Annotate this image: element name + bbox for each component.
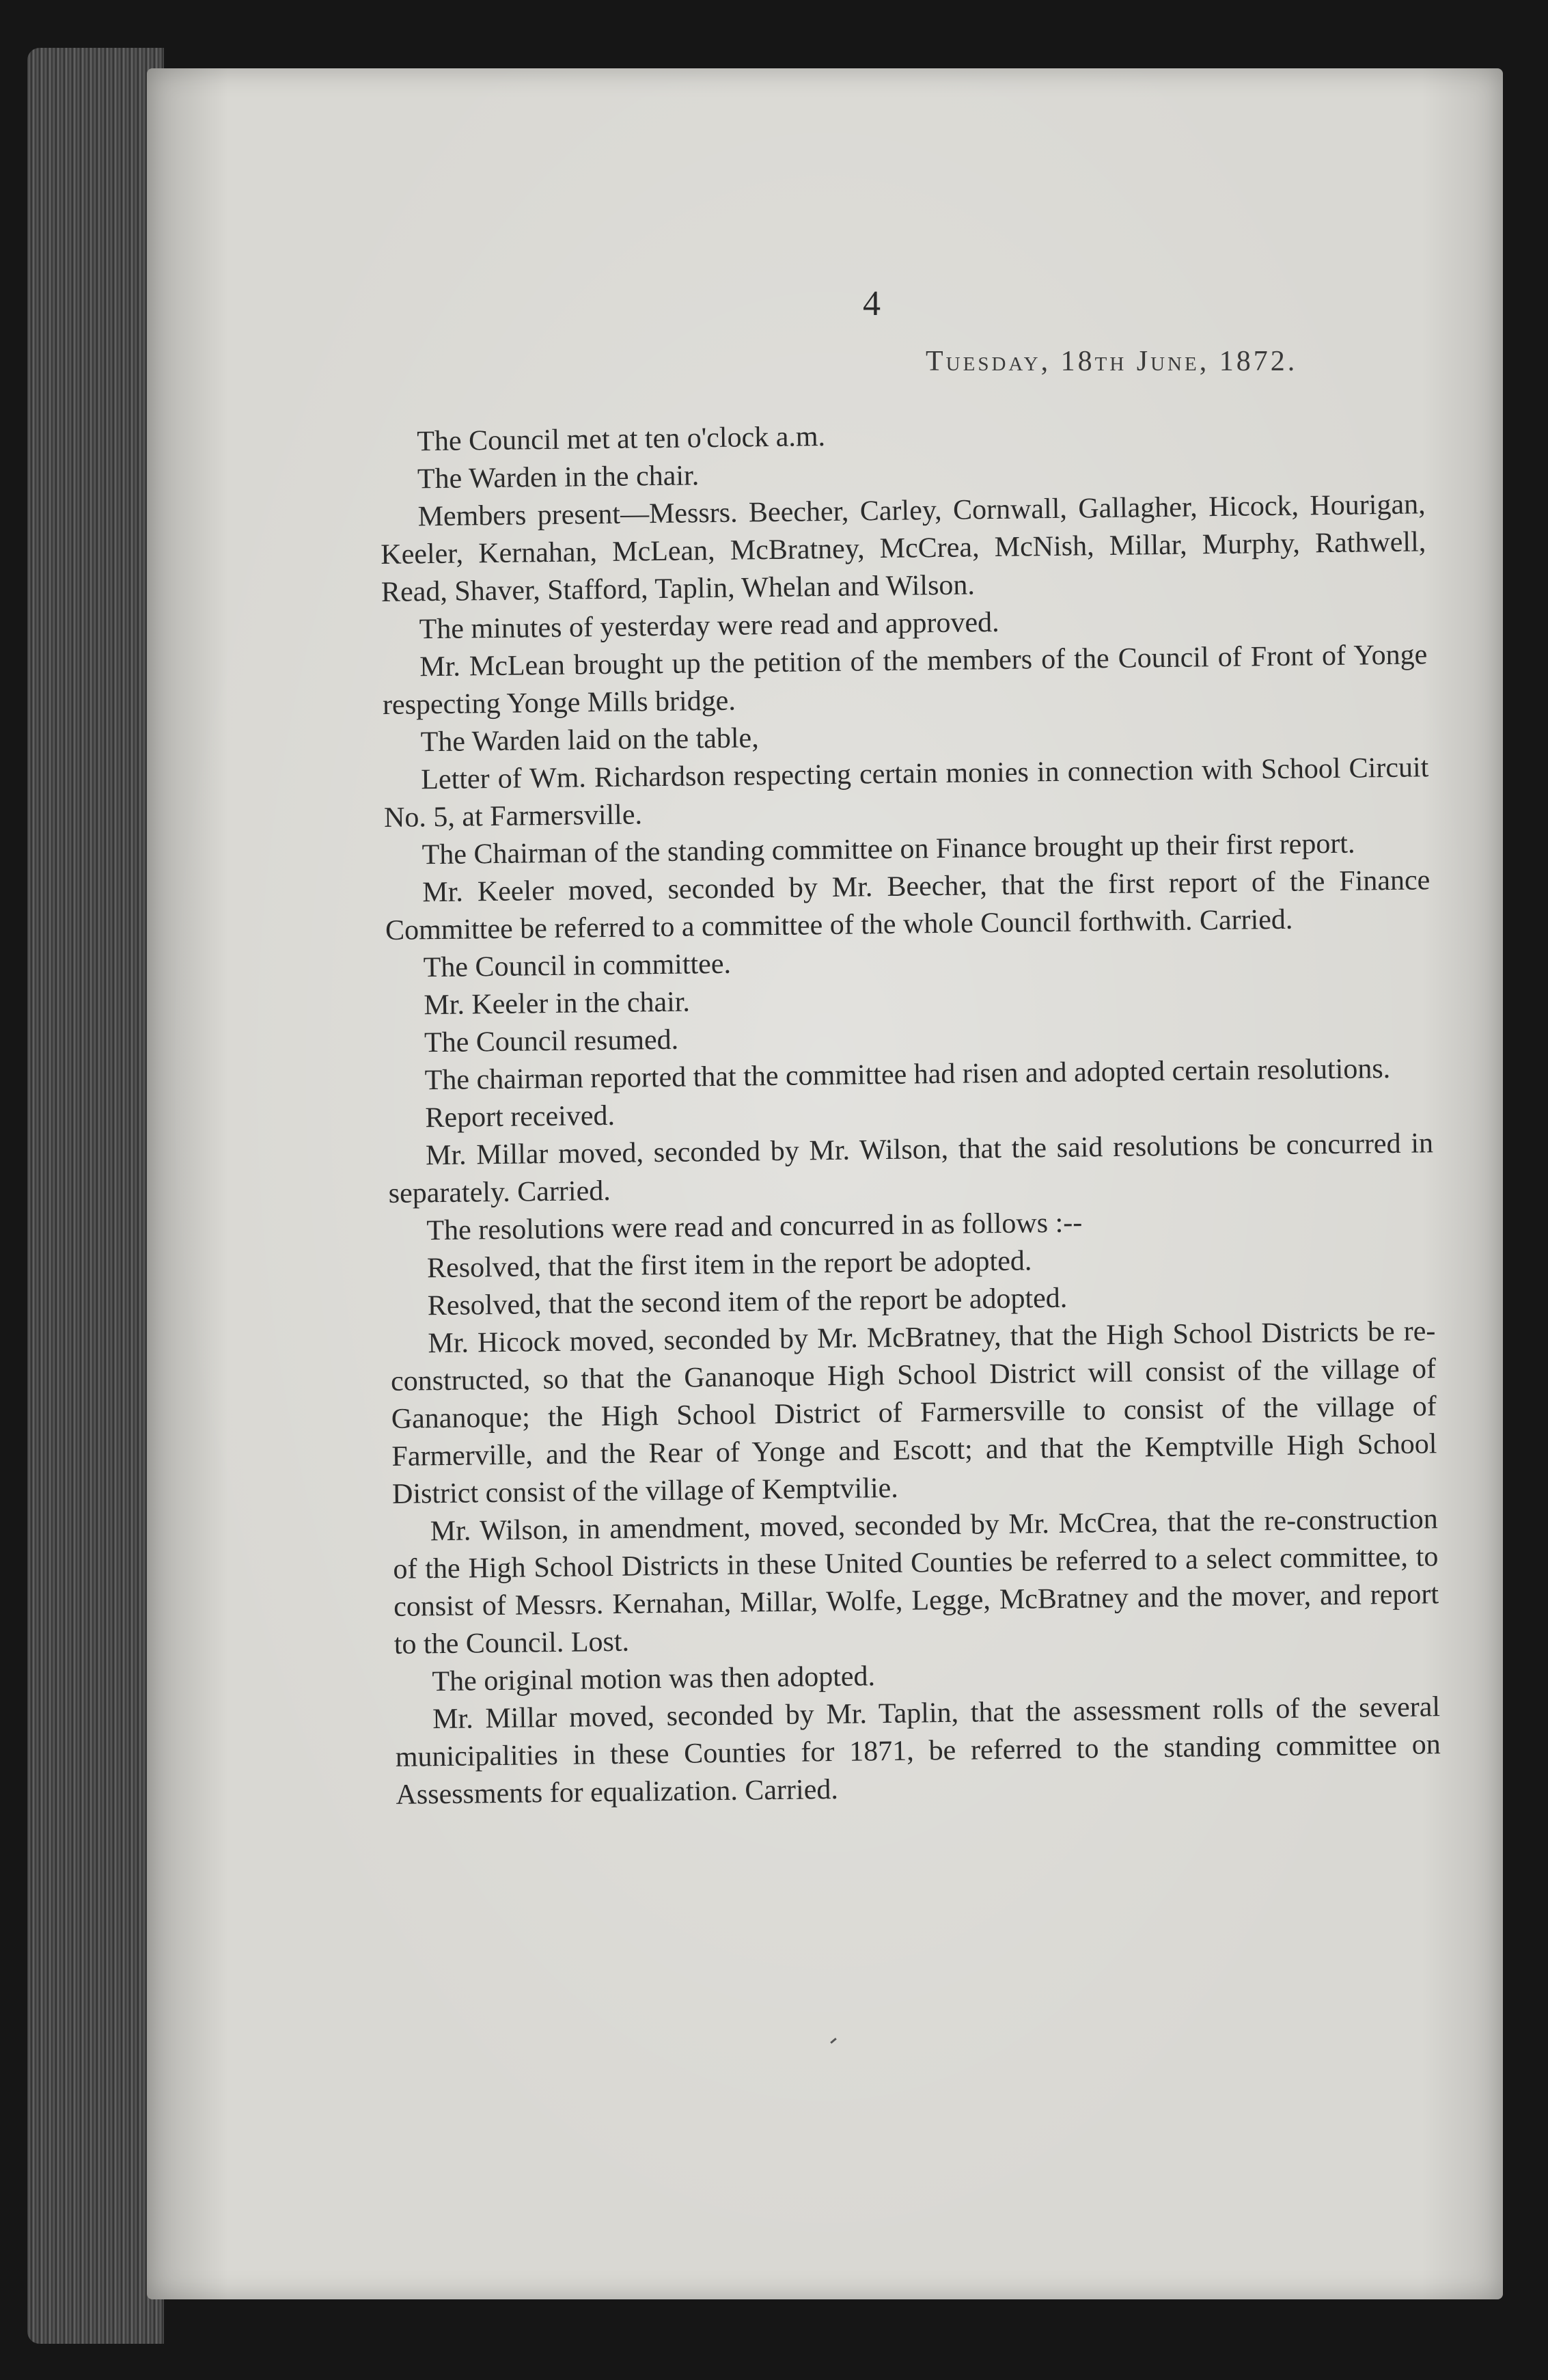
minutes-paragraph: Mr. Millar moved, seconded by Mr. Wilson, that the said resolutions be concurred in separately. Carried. — [388, 1127, 1434, 1209]
minutes-paragraph: Mr. Keeler moved, seconded by Mr. Beecher, that the first report of the Finance Committee be referred to a committee of the whole Council forthwith. Carried. — [385, 864, 1430, 946]
minutes-paragraph: The original motion was then adopted. — [432, 1660, 876, 1698]
minutes-paragraph: The Chairman of the standing committee on Finance brought up their first report. — [421, 827, 1355, 871]
page-number: 4 — [863, 284, 881, 323]
minutes-paragraph: The Council met at ten o'clock a.m. — [417, 421, 826, 458]
minutes-paragraph: Report received. — [425, 1099, 616, 1134]
minutes-paragraph: The resolutions were read and concurred in as follows :-- — [426, 1207, 1083, 1247]
minutes-paragraph: Resolved, that the second item of the report be adopted. — [427, 1282, 1068, 1322]
minutes-paragraph: Mr. McLean brought up the petition of the members of the Council of Front of Yonge respecting Yonge Mills bridge. — [382, 639, 1428, 721]
minutes-paragraph: The minutes of yesterday were read and approved. — [419, 606, 999, 646]
book-fore-edge — [27, 48, 164, 2344]
minutes-paragraph: Mr. Keeler in the chair. — [424, 986, 691, 1022]
minutes-paragraph: The Council in committee. — [423, 948, 732, 984]
minutes-paragraph: The Warden in the chair. — [417, 460, 700, 495]
minutes-paragraph: The Council resumed. — [424, 1024, 679, 1059]
council-minutes-text — [379, 411, 1441, 1814]
minutes-paragraph: Mr. Millar moved, seconded by Mr. Taplin, that the assessment rolls of the several municipalities in these Counties for 1871, be referred to the standing committee on Assessments for equalization. Carried. — [395, 1691, 1441, 1811]
minutes-paragraph: Mr. Wilson, in amendment, moved, seconded by Mr. McCrea, that the re-construction of the High School Districts in these United Counties be referred to a select committee, to consist of Messrs. Kernahan, Millar, Wolfe, Legge, McBratney and the mover, and report to the Council. Lost. — [393, 1503, 1439, 1660]
minutes-paragraph: Mr. Hicock moved, seconded by Mr. McBratney, that the High School Districts be re-constructed, so that the Gananoque High School District will consist of the village of Gananoque; the High School District of Farmersville to consist of the village of Farmerville, and the Rear of Yonge and Escott; and that the Kemptville High School District consist of the village of Kemptvilie. — [390, 1315, 1437, 1510]
minutes-paragraph: The chairman reported that the committee had risen and adopted certain resolutions. — [424, 1052, 1391, 1097]
minutes-paragraph: Members present—Messrs. Beecher, Carley, Cornwall, Gallagher, Hicock, Hourigan, Keeler, Kernahan, McLean, McBratney, McCrea, McNish, Millar, Murphy, Rathwell, Read, Shaver, Stafford, Taplin, Whelan and Wilson. — [381, 489, 1426, 608]
minutes-paragraph: The Warden laid on the table, — [420, 722, 759, 758]
minutes-paragraph: Letter of Wm. Richardson respecting certain monies in connection with School Circuit No. 5, at Farmersville. — [383, 752, 1429, 834]
minutes-paragraph: Resolved, that the first item in the report be adopted. — [426, 1245, 1032, 1285]
page-date-heading: Tuesday, 18th June, 1872. — [926, 346, 1298, 377]
